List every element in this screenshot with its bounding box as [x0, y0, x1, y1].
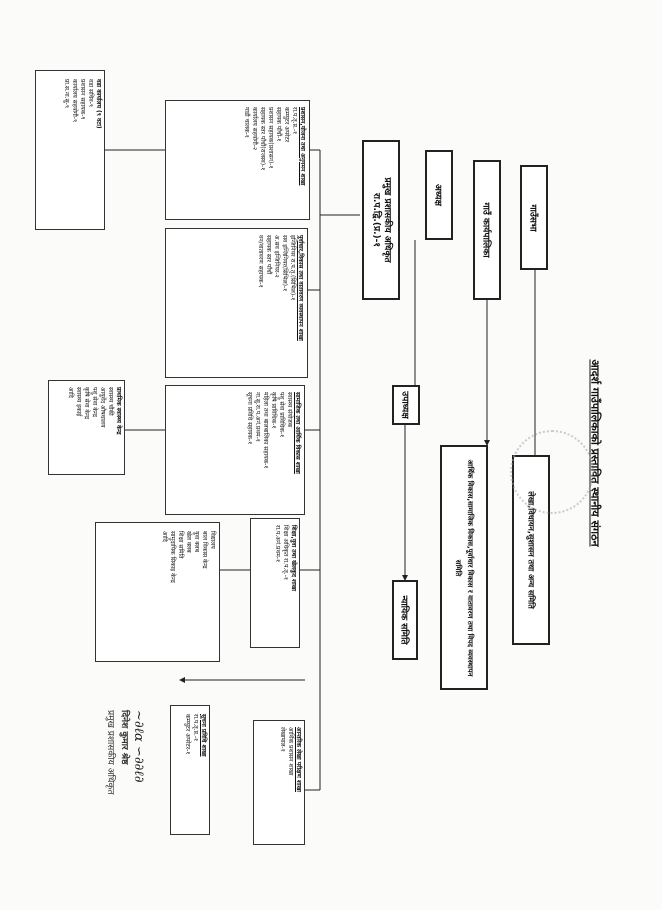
pramukh-label [370, 177, 392, 262]
section-samajik-line: ना.सु.रा.प.अनं.प्रथम-१ [254, 392, 261, 442]
section-lekha-box [253, 720, 305, 845]
health-line: पशु सेवा केन्द्र [91, 387, 98, 417]
section-purwadhar-line: वन/वातावरण सहायक-१ [257, 235, 264, 288]
section-purwadhar-list [256, 235, 304, 341]
section-prashasan-list [242, 107, 306, 185]
signature-text [103, 710, 145, 795]
section-shiksha-title: शिक्षा,युवा तथा खेलकुद शाखा [290, 525, 297, 592]
upadhyaksha-label: उपाध्यक्ष [399, 391, 410, 419]
section-suchana-box [170, 705, 210, 835]
section-lekha-line: लेखापाल-१ [279, 727, 286, 752]
section-purwadhar-line: अ.सव इन्जिनियर-२ [273, 235, 280, 278]
school-line: युवा क्लब [193, 531, 200, 553]
school-line: शिक्षा समिति [177, 531, 184, 559]
section-lekha-list [278, 727, 302, 792]
signature-role: प्रमुख प्रशासकीय अधिकृत [105, 710, 115, 795]
health-line: स्वास्थ्य इकाई [75, 387, 82, 417]
signature-name: दिनेश कुमार श्रेष्ठ [119, 710, 129, 765]
section-shiksha-line: रा.प.अनं.प्रथम-१ [274, 525, 281, 563]
section-suchana-line: कम्प्युटर अपरेटर-१ [184, 714, 191, 755]
signature-scribble: ~∂ℓɑ ∽∂∂ℓ∂ [131, 710, 146, 783]
nyayik-samiti-box [392, 580, 418, 660]
ward-office-list [62, 79, 102, 129]
karyapalika-label: गाउँ कार्यपालिका [480, 202, 491, 258]
section-prashasan-line: प्रशासन सहायक(प्रशासन)-१ [267, 107, 274, 169]
section-purwadhar-line: इन्जिनियर रा.प.तृ.(सिभिल)-१ [289, 235, 296, 301]
official-stamp [510, 430, 594, 514]
ward-office-box [35, 70, 105, 230]
ward-office-line: प्रशासन सहायक-९ [79, 79, 86, 120]
health-line: आदि [67, 387, 74, 398]
school-line: बाल विकास केन्द्र [201, 531, 208, 569]
section-suchana-title: सूचना प्रविधि शाखा [200, 714, 207, 757]
section-prashasan-line: रा.प.तृ.प्र.-१ [291, 107, 298, 135]
section-purwadhar-title: पूर्वाधार,विकास तथा वातावरण व्यवस्थापन शाखा [297, 235, 304, 341]
health-line: कृषि सेवा केन्द्र [83, 387, 90, 420]
ward-office-title: वडा कार्यालय (९ वटा) [95, 79, 102, 129]
section-samajik-list [245, 392, 301, 474]
section-prashasan-line: सहायक स्तर पाँचौं(राजस्व)-१ [259, 107, 266, 171]
section-suchana-list [183, 714, 207, 757]
section-prashasan-line: गाडी चालक-१ [243, 107, 250, 138]
section-purwadhar-line: सहायक स्तर पाँचौं [265, 235, 272, 275]
pramukh-title: प्रमुख प्रशासकीय अधिकृत [382, 177, 392, 263]
chart-title-text: आदर्श गाउँपालिकाको प्रस्तावित स्थानीय संगठन [588, 358, 602, 547]
nyayik-samiti-label: न्यायिक समिति [398, 595, 409, 645]
ward-office-line: प्रा.स.ना.सु-९ [63, 79, 70, 108]
section-shiksha-list [273, 525, 297, 591]
gaunsabha-box [520, 165, 548, 270]
section-samajik-line: महिला तथा बालबालिका सहायक-१ [262, 392, 269, 469]
upadhyaksha-box [392, 385, 420, 425]
section-samajik-line: सूचना प्रविधि सहायक-१ [246, 392, 253, 445]
school-box [95, 522, 220, 662]
school-line: विद्यालय [209, 531, 216, 549]
section-lekha-line: आर्थिक प्रशासन शाखा [287, 727, 294, 776]
section-purwadhar-line: सव इन्जिनियर(सिभिल)-१ [281, 235, 288, 292]
section-samajik-line: स्वास्थ्य संयोजक [286, 392, 293, 428]
section-samajik-box [165, 385, 305, 515]
section-purwadhar-box [165, 228, 308, 378]
section-prashasan-line: कम्प्युटर अपरेटर [283, 107, 290, 143]
section-samajik-line: कृषि प्राविधिक-१ [270, 392, 277, 429]
adhyaksha-label: अध्यक्ष [432, 184, 443, 206]
section-suchana-line: रा.प.तृ.प्र.-१ [192, 714, 199, 742]
ward-office-line: वडा सचिव-९ [87, 79, 94, 108]
lekha-samiti-label: लेखा,विधायन,सुशासन तथा अन्य समिति [526, 491, 536, 609]
school-line: आदि [161, 531, 168, 542]
school-list [160, 531, 216, 583]
school-line: सामुदायिक सिकाइ केन्द्र [169, 531, 176, 583]
ward-office-line: कार्यालय सहयोगी-९ [71, 79, 78, 123]
health-box [48, 380, 125, 475]
school-line: खेल क्लब [185, 531, 192, 553]
section-prashasan-title: प्रशासन,योजना तथा अनुगमन शाखा [299, 107, 306, 186]
section-samajik-title: सामाजिक तथा आर्थिक विकास शाखा [294, 392, 301, 474]
health-list [66, 387, 122, 435]
pramukh-box [362, 140, 400, 300]
adhyaksha-box [425, 150, 453, 240]
health-line: आयुर्वेद औषधालय [99, 387, 106, 428]
section-lekha-title: आन्तरिक लेखा परीक्षण शाखा [295, 727, 302, 792]
signature-block [70, 700, 150, 870]
pramukh-level: रा.प.द्वि.(प्र.)-१ [371, 192, 381, 248]
section-prashasan-line: सहायक पाँचौं-१ [275, 107, 282, 142]
vishaygat-samiti-box [440, 445, 488, 690]
section-prashasan-line: कार्यालय सहयोगी-२ [251, 107, 258, 151]
section-shiksha-line: शिक्षा अधिकृत रा.प.तृ.-१ [282, 525, 289, 581]
section-samajik-line: पशु सेवा प्राविधिक-१ [278, 392, 285, 438]
section-prashasan-box [165, 100, 310, 220]
karyapalika-box [473, 160, 501, 300]
health-line: स्वास्थ्य चौकी [107, 387, 114, 416]
gaunsabha-label: गाउँसभा [527, 203, 538, 232]
section-shiksha-box [250, 518, 300, 648]
vishaygat-samiti-label: आर्थिक विकास,सामाजिक विकास,पूर्वाधार विकास र वातावरण तथा विपद व्यवस्थापन समिति [454, 458, 474, 677]
health-title: प्राथमिक स्वास्थ्य केन्द्र [115, 387, 122, 435]
